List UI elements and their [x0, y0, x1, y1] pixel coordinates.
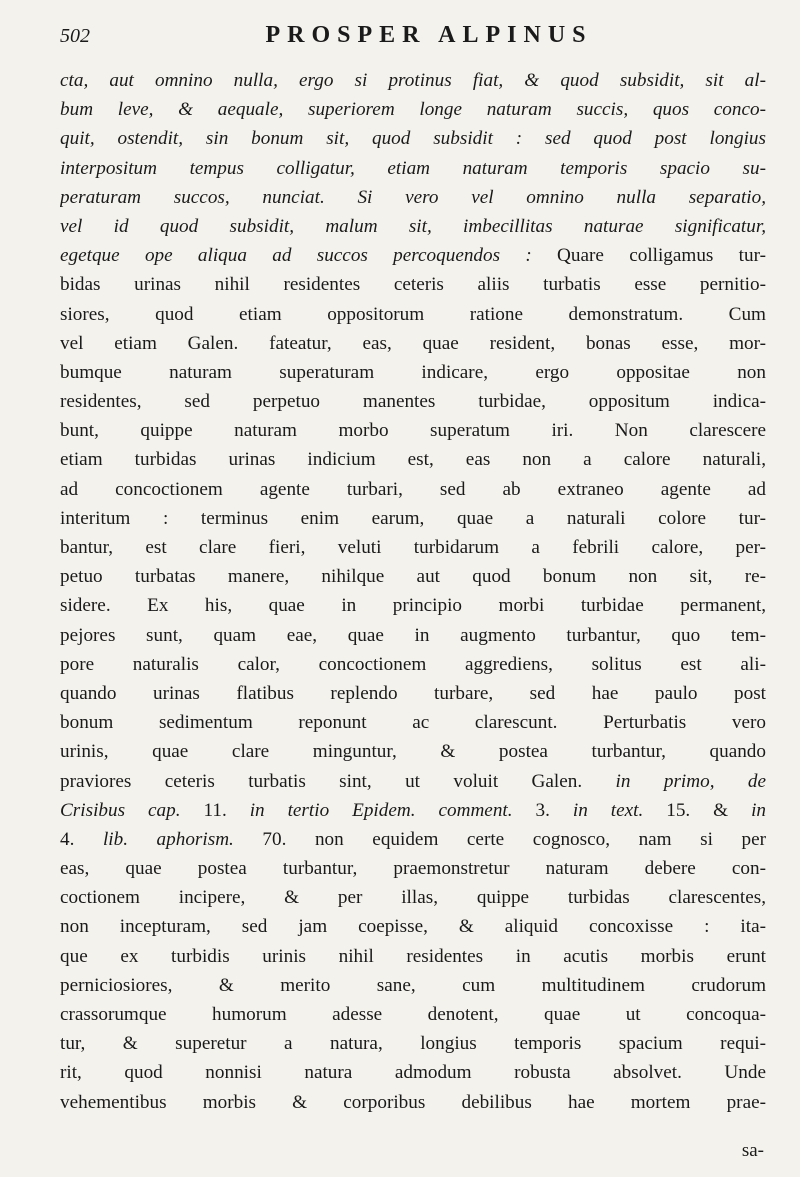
text-line — [60, 95, 766, 124]
text-line — [60, 1029, 766, 1058]
text-segment: pejores sunt, quam eae, quae in augmento turbantur, quo tem- — [60, 624, 766, 646]
text-line — [60, 854, 766, 883]
text-segment: 4. — [60, 828, 103, 850]
text-line — [60, 387, 766, 416]
text-segment: coctionem incipere, & per illas, quippe turbidas clarescentes, — [60, 887, 766, 909]
text-line — [60, 825, 766, 854]
text-line — [60, 329, 766, 358]
text-segment: residentes, sed perpetuo manentes turbidae, oppositum indica- — [60, 391, 766, 413]
text-line — [60, 183, 766, 212]
text-line — [60, 66, 766, 95]
text-segment: quando urinas flatibus replendo turbare, sed hae paulo post — [60, 682, 766, 704]
text-line — [60, 621, 766, 650]
text-line — [60, 883, 766, 912]
text-segment: interpositum tempus colligatur, etiam naturam temporis spacio su- — [60, 157, 766, 179]
text-segment: praviores ceteris turbatis sint, ut voluit Galen. — [60, 770, 616, 792]
text-segment: vehementibus morbis & corporibus debilibus hae mortem prae- — [60, 1091, 766, 1113]
text-segment: 70. non equidem certe cognosco, nam si per — [262, 828, 766, 850]
text-line — [60, 504, 766, 533]
text-segment: crassorumque humorum adesse denotent, quae ut concoqua- — [60, 1004, 766, 1025]
text-segment: sidere. Ex his, quae in principio morbi turbidae permanent, — [60, 595, 766, 617]
text-segment: petuo turbatas manere, nihilque aut quod bonum non sit, re- — [60, 566, 766, 588]
text-line — [60, 1000, 766, 1029]
page-number: 502 — [60, 25, 90, 47]
text-segment: bumque naturam superaturam indicare, ergo oppositae non — [60, 361, 766, 383]
text-line — [60, 679, 766, 708]
text-segment: siores, quod etiam oppositorum ratione demonstratum. Cum — [60, 303, 766, 325]
text-line — [60, 1088, 766, 1117]
text-line — [60, 154, 766, 183]
text-segment: rit, quod nonnisi natura admodum robusta absolvet. Unde — [60, 1062, 766, 1084]
text-segment: bonum sedimentum reponunt ac clarescunt. Perturbatis vero — [60, 712, 766, 734]
text-line — [60, 533, 766, 562]
text-segment: 11. — [203, 799, 250, 821]
text-line — [60, 416, 766, 445]
text-segment: bunt, quippe naturam morbo superatum iri. Non clarescere — [60, 420, 766, 442]
text-segment: vel etiam Galen. fateatur, eas, quae resident, bonas esse, mor- — [60, 332, 766, 354]
text-segment: bidas urinas nihil residentes ceteris aliis turbatis esse pernitio- — [60, 274, 766, 296]
text-segment: ad concoctionem agente turbari, sed ab extraneo agente ad — [60, 478, 766, 500]
text-line — [60, 796, 766, 825]
text-line — [60, 942, 766, 971]
text-segment: interitum : terminus enim earum, quae a naturali colore tur- — [60, 507, 766, 529]
text-line — [60, 300, 766, 329]
text-line — [60, 358, 766, 387]
text-line — [60, 212, 766, 241]
text-line — [60, 124, 766, 153]
text-segment: in — [751, 799, 766, 821]
text-segment: quit, ostendit, sin bonum sit, quod subsidit : sed quod post longius — [60, 128, 766, 150]
text-segment: 3. — [535, 799, 573, 821]
text-segment: 15. & — [666, 799, 752, 821]
text-segment: eas, quae postea turbantur, praemonstretur naturam debere con- — [60, 858, 766, 880]
text-segment: Quare colligamus tur- — [557, 245, 766, 267]
text-segment: lib. aphorism. — [102, 828, 263, 850]
catchword: sa- — [741, 1140, 764, 1161]
text-segment: que ex turbidis urinis nihil residentes in acutis morbis erunt — [60, 945, 766, 967]
text-segment: vel id quod subsidit, malum sit, imbecillitas naturae significatur, — [60, 215, 766, 237]
text-line — [60, 767, 766, 796]
text-segment: in primo, de — [615, 770, 766, 792]
text-segment: Crisibus cap. — [60, 799, 204, 821]
text-segment: in tertio Epidem. comment. — [249, 799, 536, 821]
text-segment: bantur, est clare fieri, veluti turbidarum a febrili calore, per- — [60, 537, 766, 558]
text-segment: pore naturalis calor, concoctionem aggrediens, solitus est ali- — [60, 653, 766, 675]
text-line — [60, 737, 766, 766]
text-segment: etiam turbidas urinas indicium est, eas non a calore naturali, — [60, 449, 766, 471]
text-line — [60, 591, 766, 620]
text-line — [60, 1058, 766, 1087]
text-line — [60, 270, 766, 299]
text-line — [60, 708, 766, 737]
text-segment: tur, & superetur a natura, longius temporis spacium requi- — [60, 1033, 766, 1055]
body-text — [60, 66, 766, 1117]
text-line — [60, 241, 766, 270]
text-segment: cta, aut omnino nulla, ergo si protinus fiat, & quod subsidit, sit al- — [60, 70, 766, 91]
text-line — [60, 475, 766, 504]
text-line — [60, 971, 766, 1000]
text-line — [60, 562, 766, 591]
text-segment: in text. — [572, 799, 667, 821]
text-line — [60, 650, 766, 679]
text-segment: perniciosiores, & merito sane, cum multitudinem crudorum — [60, 974, 766, 996]
text-segment: non incepturam, sed jam coepisse, & aliquid concoxisse : ita- — [60, 916, 766, 938]
text-segment: egetque ope aliqua ad succos percoquendos : — [60, 245, 558, 267]
running-head — [60, 22, 766, 60]
text-segment: bum leve, & aequale, superiorem longe naturam succis, quos conco- — [60, 99, 766, 121]
text-line — [60, 445, 766, 474]
text-line — [60, 912, 766, 941]
text-segment: urinis, quae clare minguntur, & postea turbantur, quando — [60, 741, 766, 763]
running-title: PROSPER ALPINUS — [265, 22, 593, 48]
text-segment: peraturam succos, nunciat. Si vero vel omnino nulla separatio, — [60, 186, 766, 208]
